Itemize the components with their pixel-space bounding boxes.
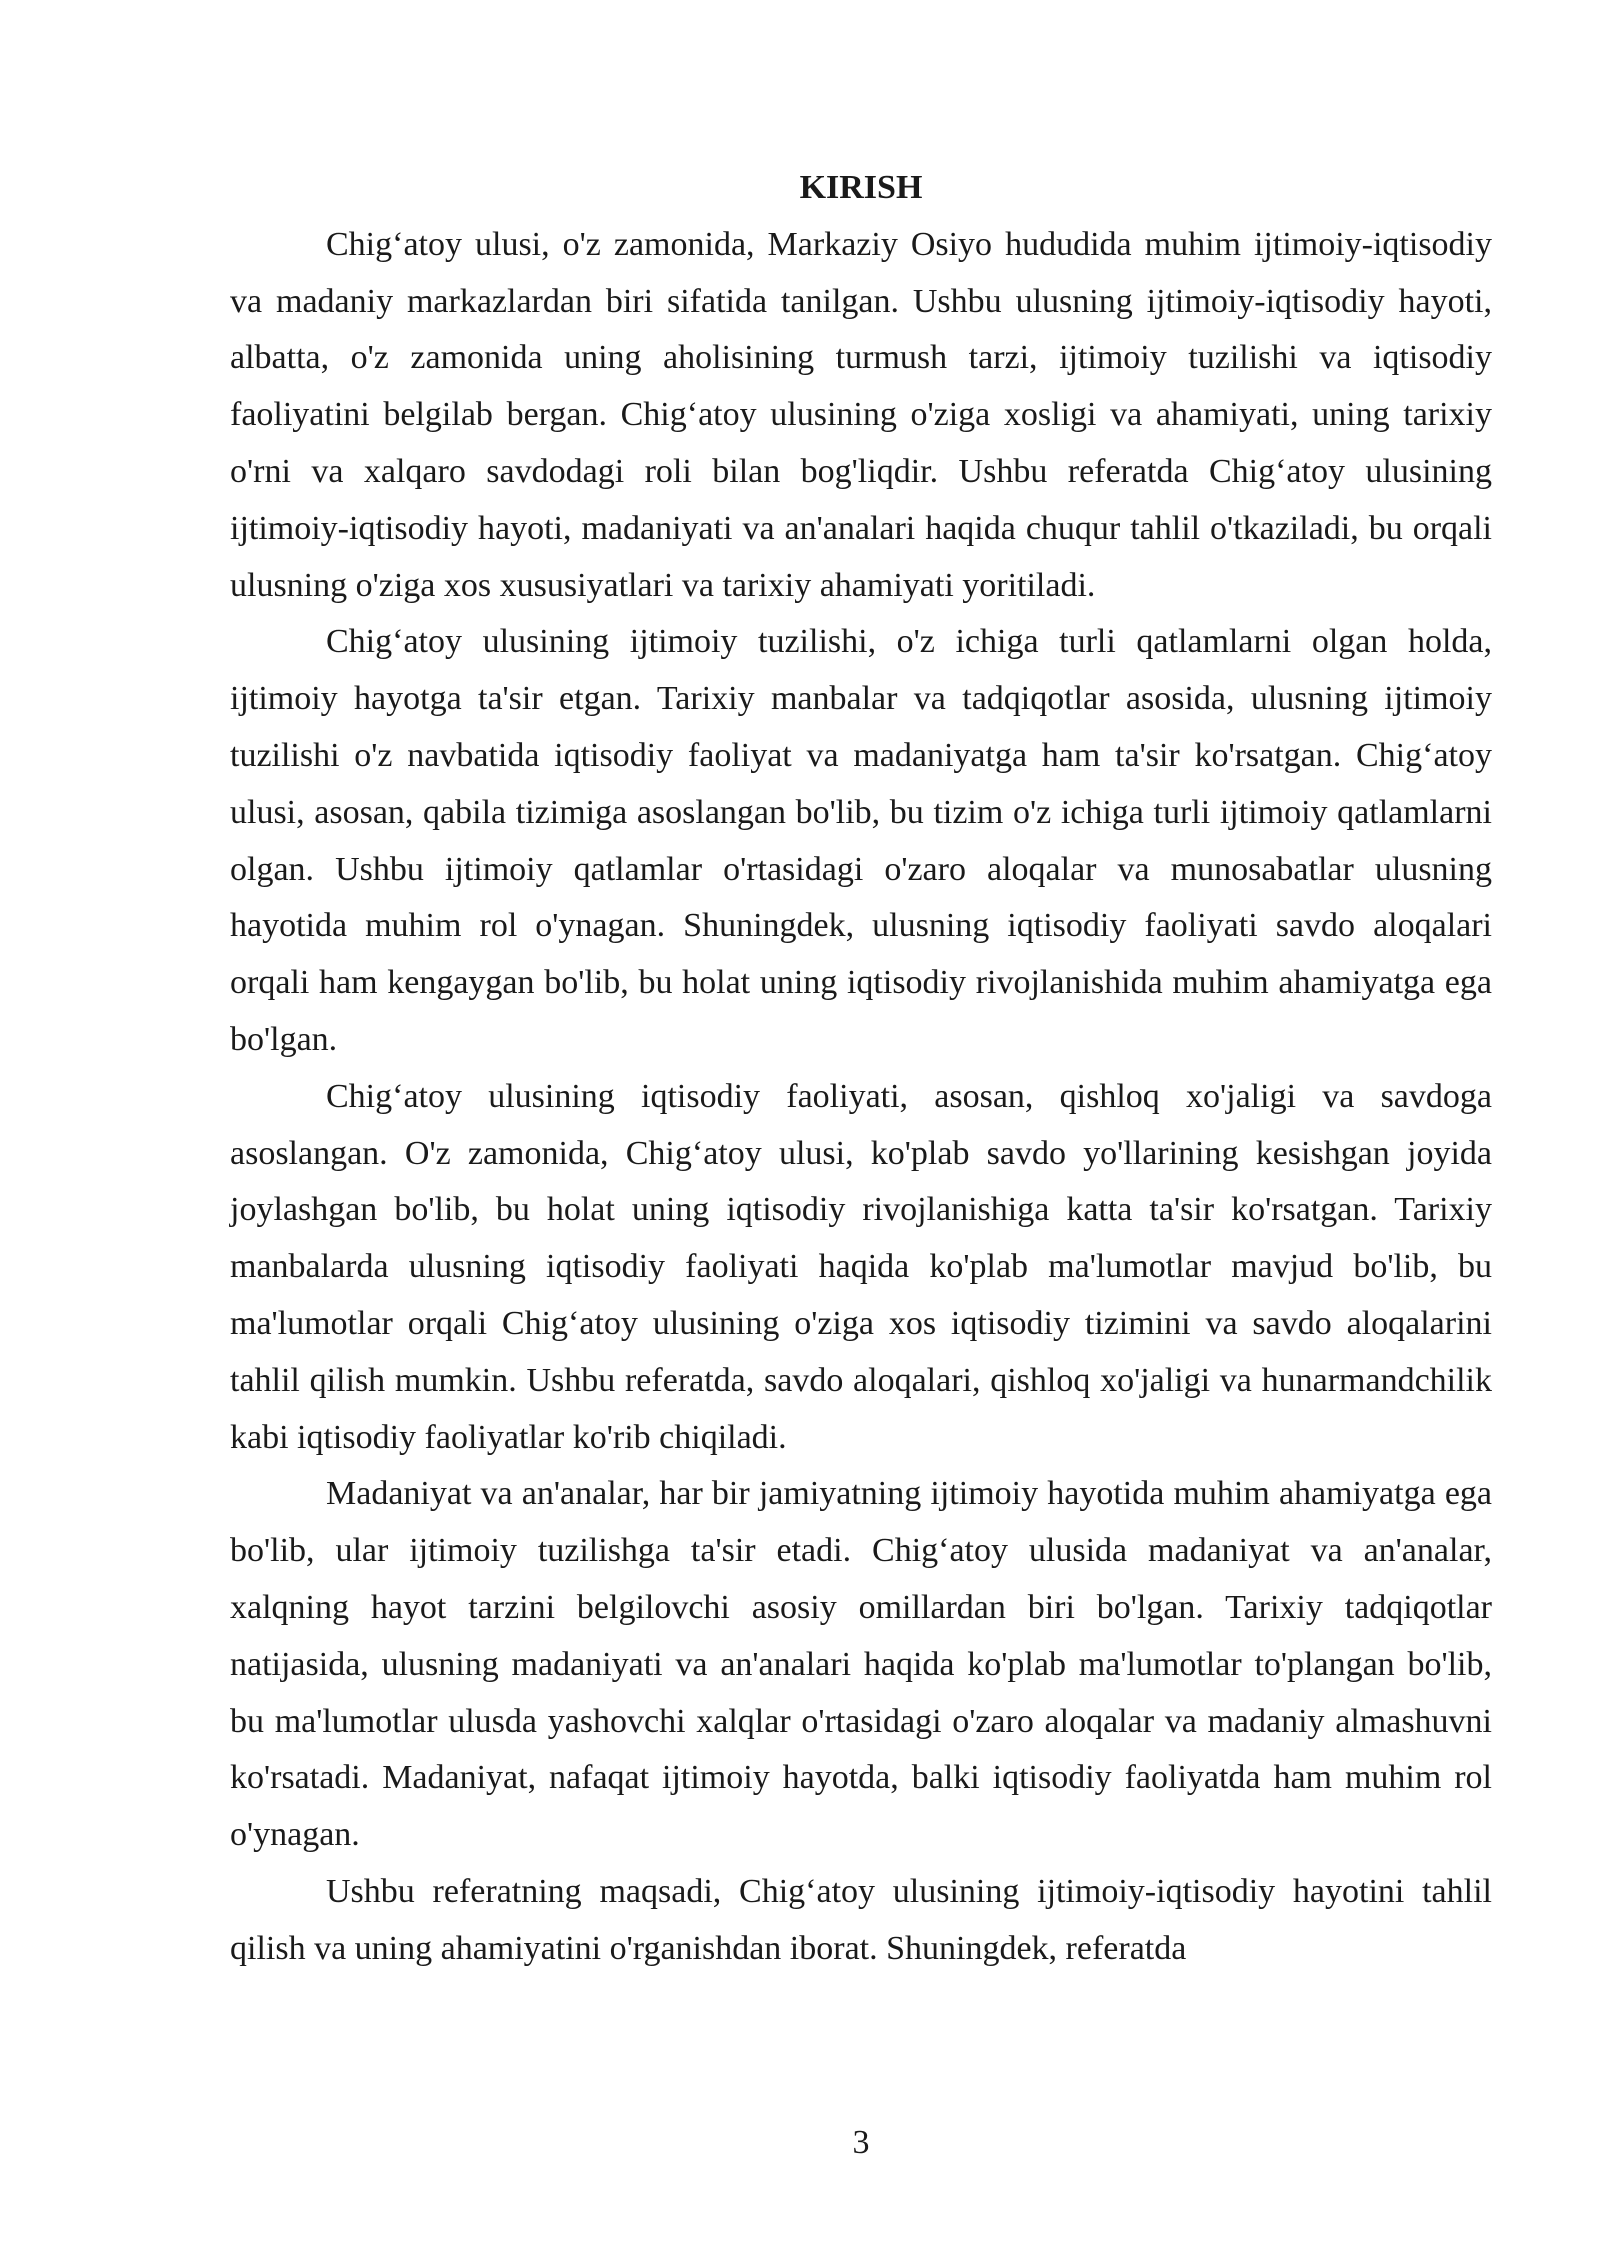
paragraph-3: Chig‘atoy ulusining iqtisodiy faoliyati, asosan, qishloq xo'jaligi va savdoga asoslangan. O'z zamonida, Chig‘atoy ulusi, ko'plab savdo yo'llarining kesishgan joyida joylashgan bo'lib, bu holat uning iqtisodiy rivojlanishiga katta ta'sir ko'rsatgan. Tarixiy manbalarda ulusning iqtisodiy faoliyati haqida ko'plab ma'lumotlar mavjud bo'lib, bu ma'lumotlar orqali Chig‘atoy ulusining o'ziga xos iqtisodiy tizimini va savdo aloqalarini tahlil qilish mumkin. Ushbu referatda, savdo aloqalari, qishloq xo'jaligi va hunarmandchilik kabi iqtisodiy faoliyatlar ko'rib chiqiladi. xyxy=(230,1077,1492,1456)
page-number: 3 xyxy=(852,2124,870,2161)
section-title: KIRISH xyxy=(799,169,923,206)
paragraph-4: Madaniyat va an'analar, har bir jamiyatning ijtimoiy hayotida muhim ahamiyatga ega bo'lib, ular ijtimoiy tuzilishga ta'sir etadi. Chig‘atoy ulusida madaniyat va an'analar, xalqning hayot tarzini belgilovchi asosiy omillardan biri bo'lgan. Tarixiy tadqiqotlar natijasida, ulusning madaniyati va an'analari haqida ko'plab ma'lumotlar to'plangan bo'lib, bu ma'lumotlar ulusda yashovchi xalqlar o'rtasidagi o'zaro aloqalar va madaniy almashuvni ko'rsatadi. Madaniyat, nafaqat ijtimoiy hayotda, balki iqtisodiy faoliyatda ham muhim rol o'ynagan. xyxy=(230,1475,1492,1854)
paragraph-2: Chig‘atoy ulusining ijtimoiy tuzilishi, o'z ichiga turli qatlamlarni olgan holda, ijtimoiy hayotga ta'sir etgan. Tarixiy manbalar va tadqiqotlar asosida, ulusning ijtimoiy tuzilishi o'z navbatida iqtisodiy faoliyat va madaniyatga ham ta'sir ko'rsatgan. Chig‘atoy ulusi, asosan, qabila tizimiga asoslangan bo'lib, bu tizim o'z ichiga turli ijtimoiy qatlamlarni olgan. Ushbu ijtimoiy qatlamlar o'rtasidagi o'zaro aloqalar va munosabatlar ulusning hayotida muhim rol o'ynagan. Shuningdek, ulusning iqtisodiy faoliyati savdo aloqalari orqali ham kengaygan bo'lib, bu holat uning iqtisodiy rivojlanishida muhim ahamiyatga ega bo'lgan. xyxy=(230,623,1492,1058)
paragraph-1: Chig‘atoy ulusi, o'z zamonida, Markaziy Osiyo hududida muhim ijtimoiy-iqtisodiy va madaniy markazlardan biri sifatida tanilgan. Ushbu ulusning ijtimoiy-iqtisodiy hayoti, albatta, o'z zamonida uning aholisining turmush tarzi, ijtimoiy tuzilishi va iqtisodiy faoliyatini belgilab bergan. Chig‘atoy ulusining o'ziga xosligi va ahamiyati, uning tarixiy o'rni va xalqaro savdodagi roli bilan bog'liqdir. Ushbu referatda Chig‘atoy ulusining ijtimoiy-iqtisodiy hayoti, madaniyati va an'analari haqida chuqur tahlil o'tkaziladi, bu orqali ulusning o'ziga xos xususiyatlari va tarixiy ahamiyati yoritiladi. xyxy=(230,225,1492,604)
page-content xyxy=(230,160,1492,1978)
paragraph-5: Ushbu referatning maqsadi, Chig‘atoy ulusining ijtimoiy-iqtisodiy hayotini tahlil qilish va uning ahamiyatini o'rganishdan iborat. Shuningdek, referatda xyxy=(230,1872,1492,1967)
